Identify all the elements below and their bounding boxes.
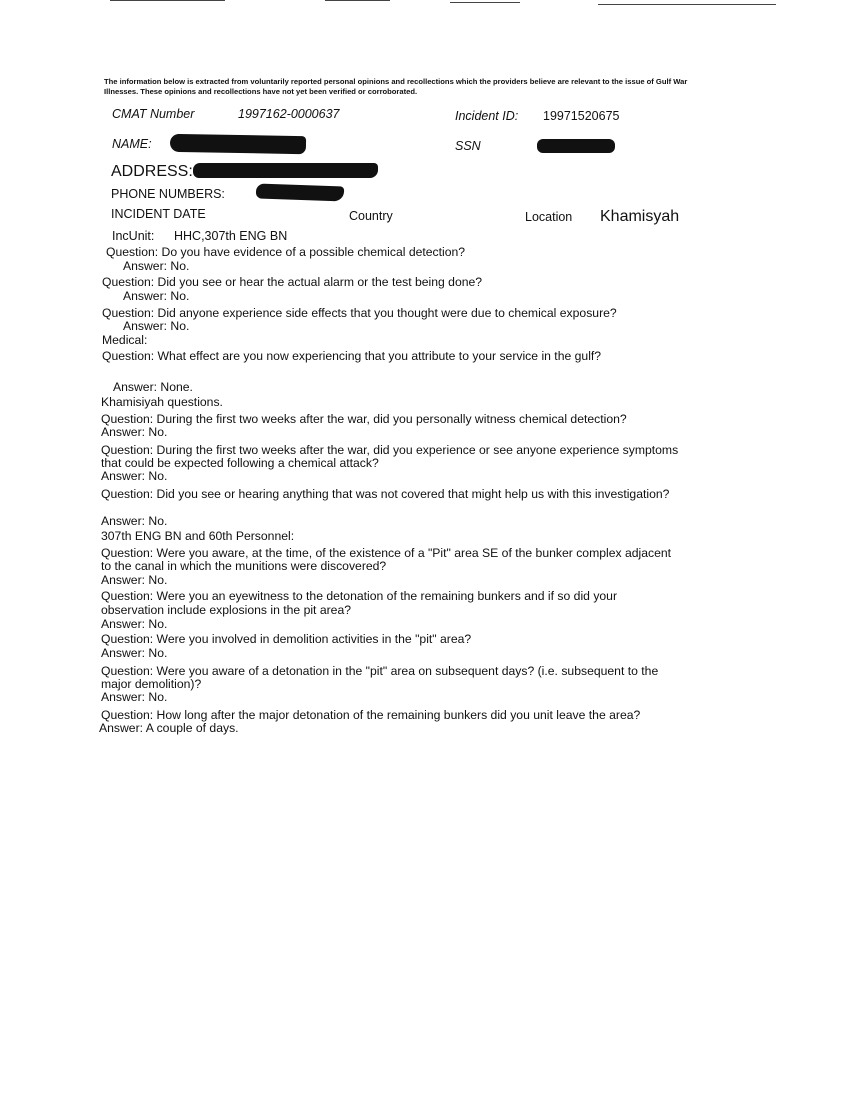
body-line: Answer: No.	[123, 259, 190, 273]
country-label: Country	[349, 209, 393, 223]
location-label: Location	[525, 210, 573, 224]
body-line: Question: During the first two weeks after the war, did you personally witness chemical detection?	[101, 412, 627, 426]
body-line: Answer: No.	[101, 690, 168, 704]
body-line: Answer: No.	[101, 573, 168, 587]
body-line: Question: Were you aware, at the time, of the existence of a "Pit" area SE of the bunker complex adjacent	[101, 546, 672, 560]
body-line: Question: Did anyone experience side effects that you thought were due to chemical exposure?	[102, 306, 617, 320]
body-line: Khamisiyah questions.	[101, 395, 223, 409]
redacted-name	[170, 134, 306, 154]
cmat-number-value: 1997162-0000637	[238, 107, 340, 121]
body-line: Medical:	[102, 333, 148, 347]
body-line: Answer: No.	[101, 514, 168, 528]
body-line: Answer: No.	[101, 469, 168, 483]
body-line: Answer: A couple of days.	[99, 721, 239, 735]
location-value: Khamisyah	[600, 208, 680, 225]
body-line: Question: What effect are you now experiencing that you attribute to your service in the gulf?	[102, 349, 602, 363]
body-line: Answer: No.	[101, 425, 168, 439]
incunit-label: IncUnit:	[112, 229, 155, 243]
redacted-ssn	[537, 139, 615, 153]
body-line: major demolition)?	[101, 677, 202, 691]
cmat-number-label: CMAT Number	[112, 107, 195, 121]
scan-artifact-line	[598, 4, 776, 5]
body-line: Question: How long after the major detonation of the remaining bunkers did you unit leave the area?	[101, 708, 641, 722]
redacted-phone	[256, 183, 344, 201]
body-line: Answer: No.	[123, 289, 190, 303]
body-line: Answer: No.	[101, 617, 168, 631]
disclaimer-text: The information below is extracted from voluntarily reported personal opinions and recollections which the providers believe are relevant to the issue of Gulf War Illnesses. These opinions and recollections have not yet been verified or corroborated.	[104, 77, 688, 96]
incunit-value: HHC,307th ENG BN	[174, 229, 288, 243]
name-label: NAME:	[112, 137, 152, 151]
body-line: Question: Were you aware of a detonation in the "pit" area on subsequent days? (i.e. subsequent to the	[101, 664, 659, 678]
body-line: Question: Did you see or hearing anything that was not covered that might help us with this investigation?	[101, 487, 670, 501]
incident-id-value: 19971520675	[543, 109, 620, 123]
body-line: Question: Do you have evidence of a possible chemical detection?	[106, 245, 466, 259]
scan-artifact-line	[450, 2, 520, 3]
body-line: Answer: No.	[123, 319, 190, 333]
phone-numbers-label: PHONE NUMBERS:	[111, 187, 225, 201]
scan-artifact-line	[325, 0, 390, 1]
body-line: observation include explosions in the pit area?	[101, 603, 352, 617]
redacted-address	[193, 163, 378, 178]
ssn-label: SSN	[455, 139, 481, 153]
body-line: 307th ENG BN and 60th Personnel:	[101, 529, 295, 543]
body-line: Question: Did you see or hear the actual alarm or the test being done?	[102, 275, 483, 289]
body-line: Question: Were you involved in demolition activities in the "pit" area?	[101, 632, 472, 646]
body-line: that could be expected following a chemical attack?	[101, 456, 379, 470]
body-line: Question: Were you an eyewitness to the detonation of the remaining bunkers and if so did your	[101, 589, 618, 603]
address-label: ADDRESS:	[111, 163, 193, 180]
body-line: Answer: No.	[101, 646, 168, 660]
body-line: to the canal in which the munitions were discovered?	[101, 559, 387, 573]
scan-artifact-line	[110, 0, 225, 1]
body-line: Question: During the first two weeks after the war, did you experience or see anyone experience symptoms	[101, 443, 679, 457]
incident-id-label: Incident ID:	[455, 109, 519, 123]
body-line: Answer: None.	[113, 380, 193, 394]
incident-date-label: INCIDENT DATE	[111, 207, 206, 221]
